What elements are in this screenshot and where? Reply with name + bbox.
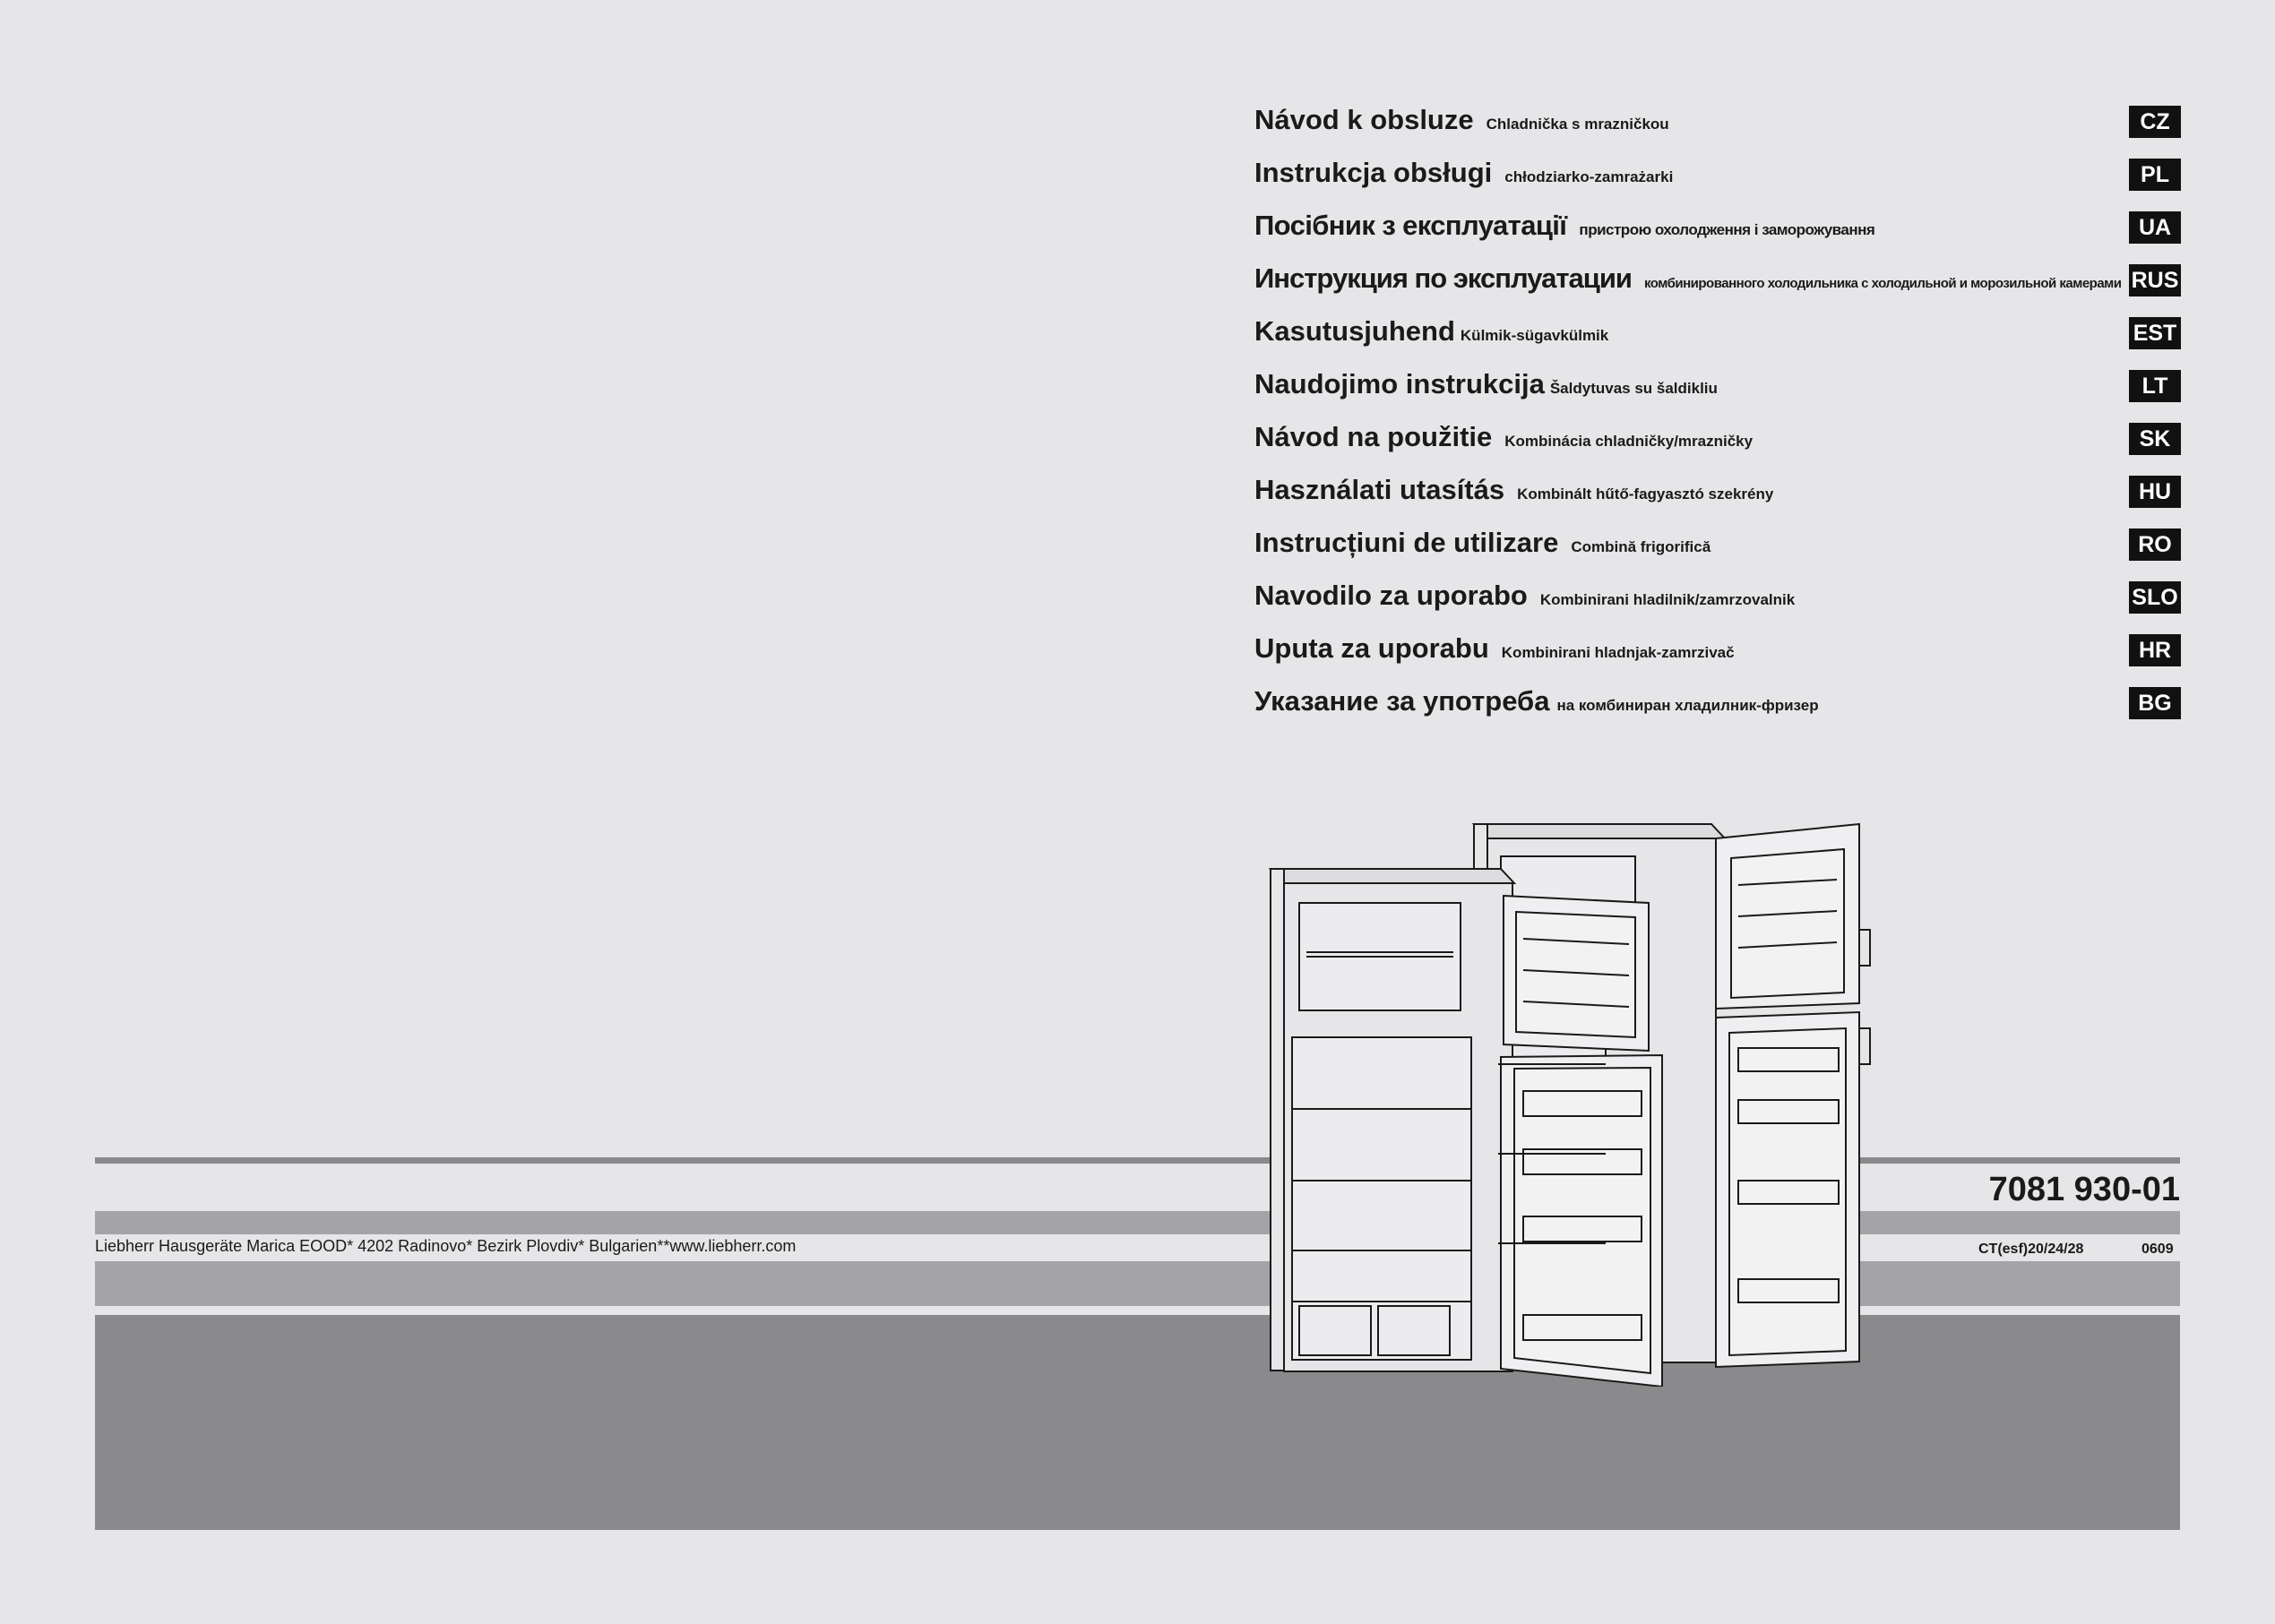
manual-title: Návod k obsluze [1254, 104, 1474, 135]
language-title [1254, 527, 1711, 559]
language-title [1254, 580, 1795, 612]
language-code-badge: UA [2129, 211, 2181, 244]
manual-title: Instrukcja obsługi [1254, 157, 1493, 188]
product-subtitle: Kombinirani hladnjak-zamrzivač [1501, 644, 1735, 661]
language-title [1254, 421, 1753, 453]
product-subtitle: Külmik-sügavkülmik [1460, 327, 1609, 344]
manual-title: Naudojimo instrukcija [1254, 368, 1545, 400]
language-title [1254, 474, 1773, 506]
language-row-hr [1254, 629, 2181, 682]
language-row-est [1254, 312, 2181, 365]
product-subtitle: Chladnička s mrazničkou [1486, 116, 1669, 133]
product-subtitle: комбинированного холодильника с холодильной и морозильной камерами [1643, 276, 2122, 291]
language-code-badge: PL [2129, 159, 2181, 191]
manual-title: Инструкция по эксплуатации [1254, 262, 1632, 294]
manual-title: Uputa za uporabu [1254, 632, 1489, 664]
product-subtitle: Kombinirani hladilnik/zamrzovalnik [1539, 591, 1796, 608]
product-subtitle: Kombinácia chladničky/mrazničky [1504, 433, 1754, 450]
language-list [1254, 100, 2181, 735]
company-address: Liebherr Hausgeräte Marica EOOD* 4202 Radinovo* Bezirk Plovdiv* Bulgarien**www.liebherr.com [95, 1237, 797, 1255]
language-code-badge: SK [2129, 423, 2181, 455]
language-title [1254, 315, 1608, 348]
language-code-badge: HU [2129, 476, 2181, 508]
language-title [1254, 210, 1874, 242]
fridge-freezer-icon [1263, 813, 1873, 1387]
date-code: 0609 [2141, 1242, 2174, 1257]
language-title [1254, 632, 1735, 665]
language-row-sk [1254, 417, 2181, 470]
language-code-badge: LT [2129, 370, 2181, 402]
manual-title: Használati utasítás [1254, 474, 1505, 505]
language-title [1254, 262, 2122, 295]
language-title [1254, 157, 1673, 189]
language-code-badge: HR [2129, 634, 2181, 666]
language-row-ro [1254, 523, 2181, 576]
language-row-hu [1254, 470, 2181, 523]
manual-title: Navodilo za uporabo [1254, 580, 1528, 611]
language-code-badge: RO [2129, 528, 2181, 561]
product-subtitle: Šaldytuvas su šaldikliu [1549, 380, 1718, 397]
language-code-badge: SLO [2129, 581, 2181, 614]
language-code-badge: CZ [2129, 106, 2181, 138]
manual-title: Kasutusjuhend [1254, 315, 1455, 347]
product-subtitle: пристрою охолодження і заморожування [1579, 221, 1875, 238]
language-title [1254, 104, 1669, 136]
model-code: CT(esf)20/24/28 [1978, 1242, 2084, 1257]
product-subtitle: Kombinált hűtő-fagyasztó szekrény [1517, 485, 1774, 503]
language-code-badge: BG [2129, 687, 2181, 719]
language-code-badge: EST [2129, 317, 2181, 349]
product-subtitle: на комбиниран хладилник-фризер [1556, 697, 1819, 714]
language-row-pl [1254, 153, 2181, 206]
document-number: 7081 930-01 [1988, 1171, 2180, 1208]
manual-title: Указание за употреба [1254, 685, 1550, 717]
manual-title: Посібник з експлуатації [1254, 210, 1567, 241]
language-row-lt [1254, 365, 2181, 417]
manual-title: Návod na použitie [1254, 421, 1493, 452]
language-row-bg [1254, 682, 2181, 735]
manual-title: Instrucțiuni de utilizare [1254, 527, 1559, 558]
language-code-badge: RUS [2129, 264, 2181, 296]
product-subtitle: Combină frigorifică [1571, 538, 1711, 555]
language-row-slo [1254, 576, 2181, 629]
language-row-ua [1254, 206, 2181, 259]
language-title [1254, 368, 1718, 400]
language-row-cz [1254, 100, 2181, 153]
product-subtitle: chłodziarko-zamrażarki [1504, 168, 1674, 185]
language-title [1254, 685, 1819, 717]
language-row-rus [1254, 259, 2181, 312]
